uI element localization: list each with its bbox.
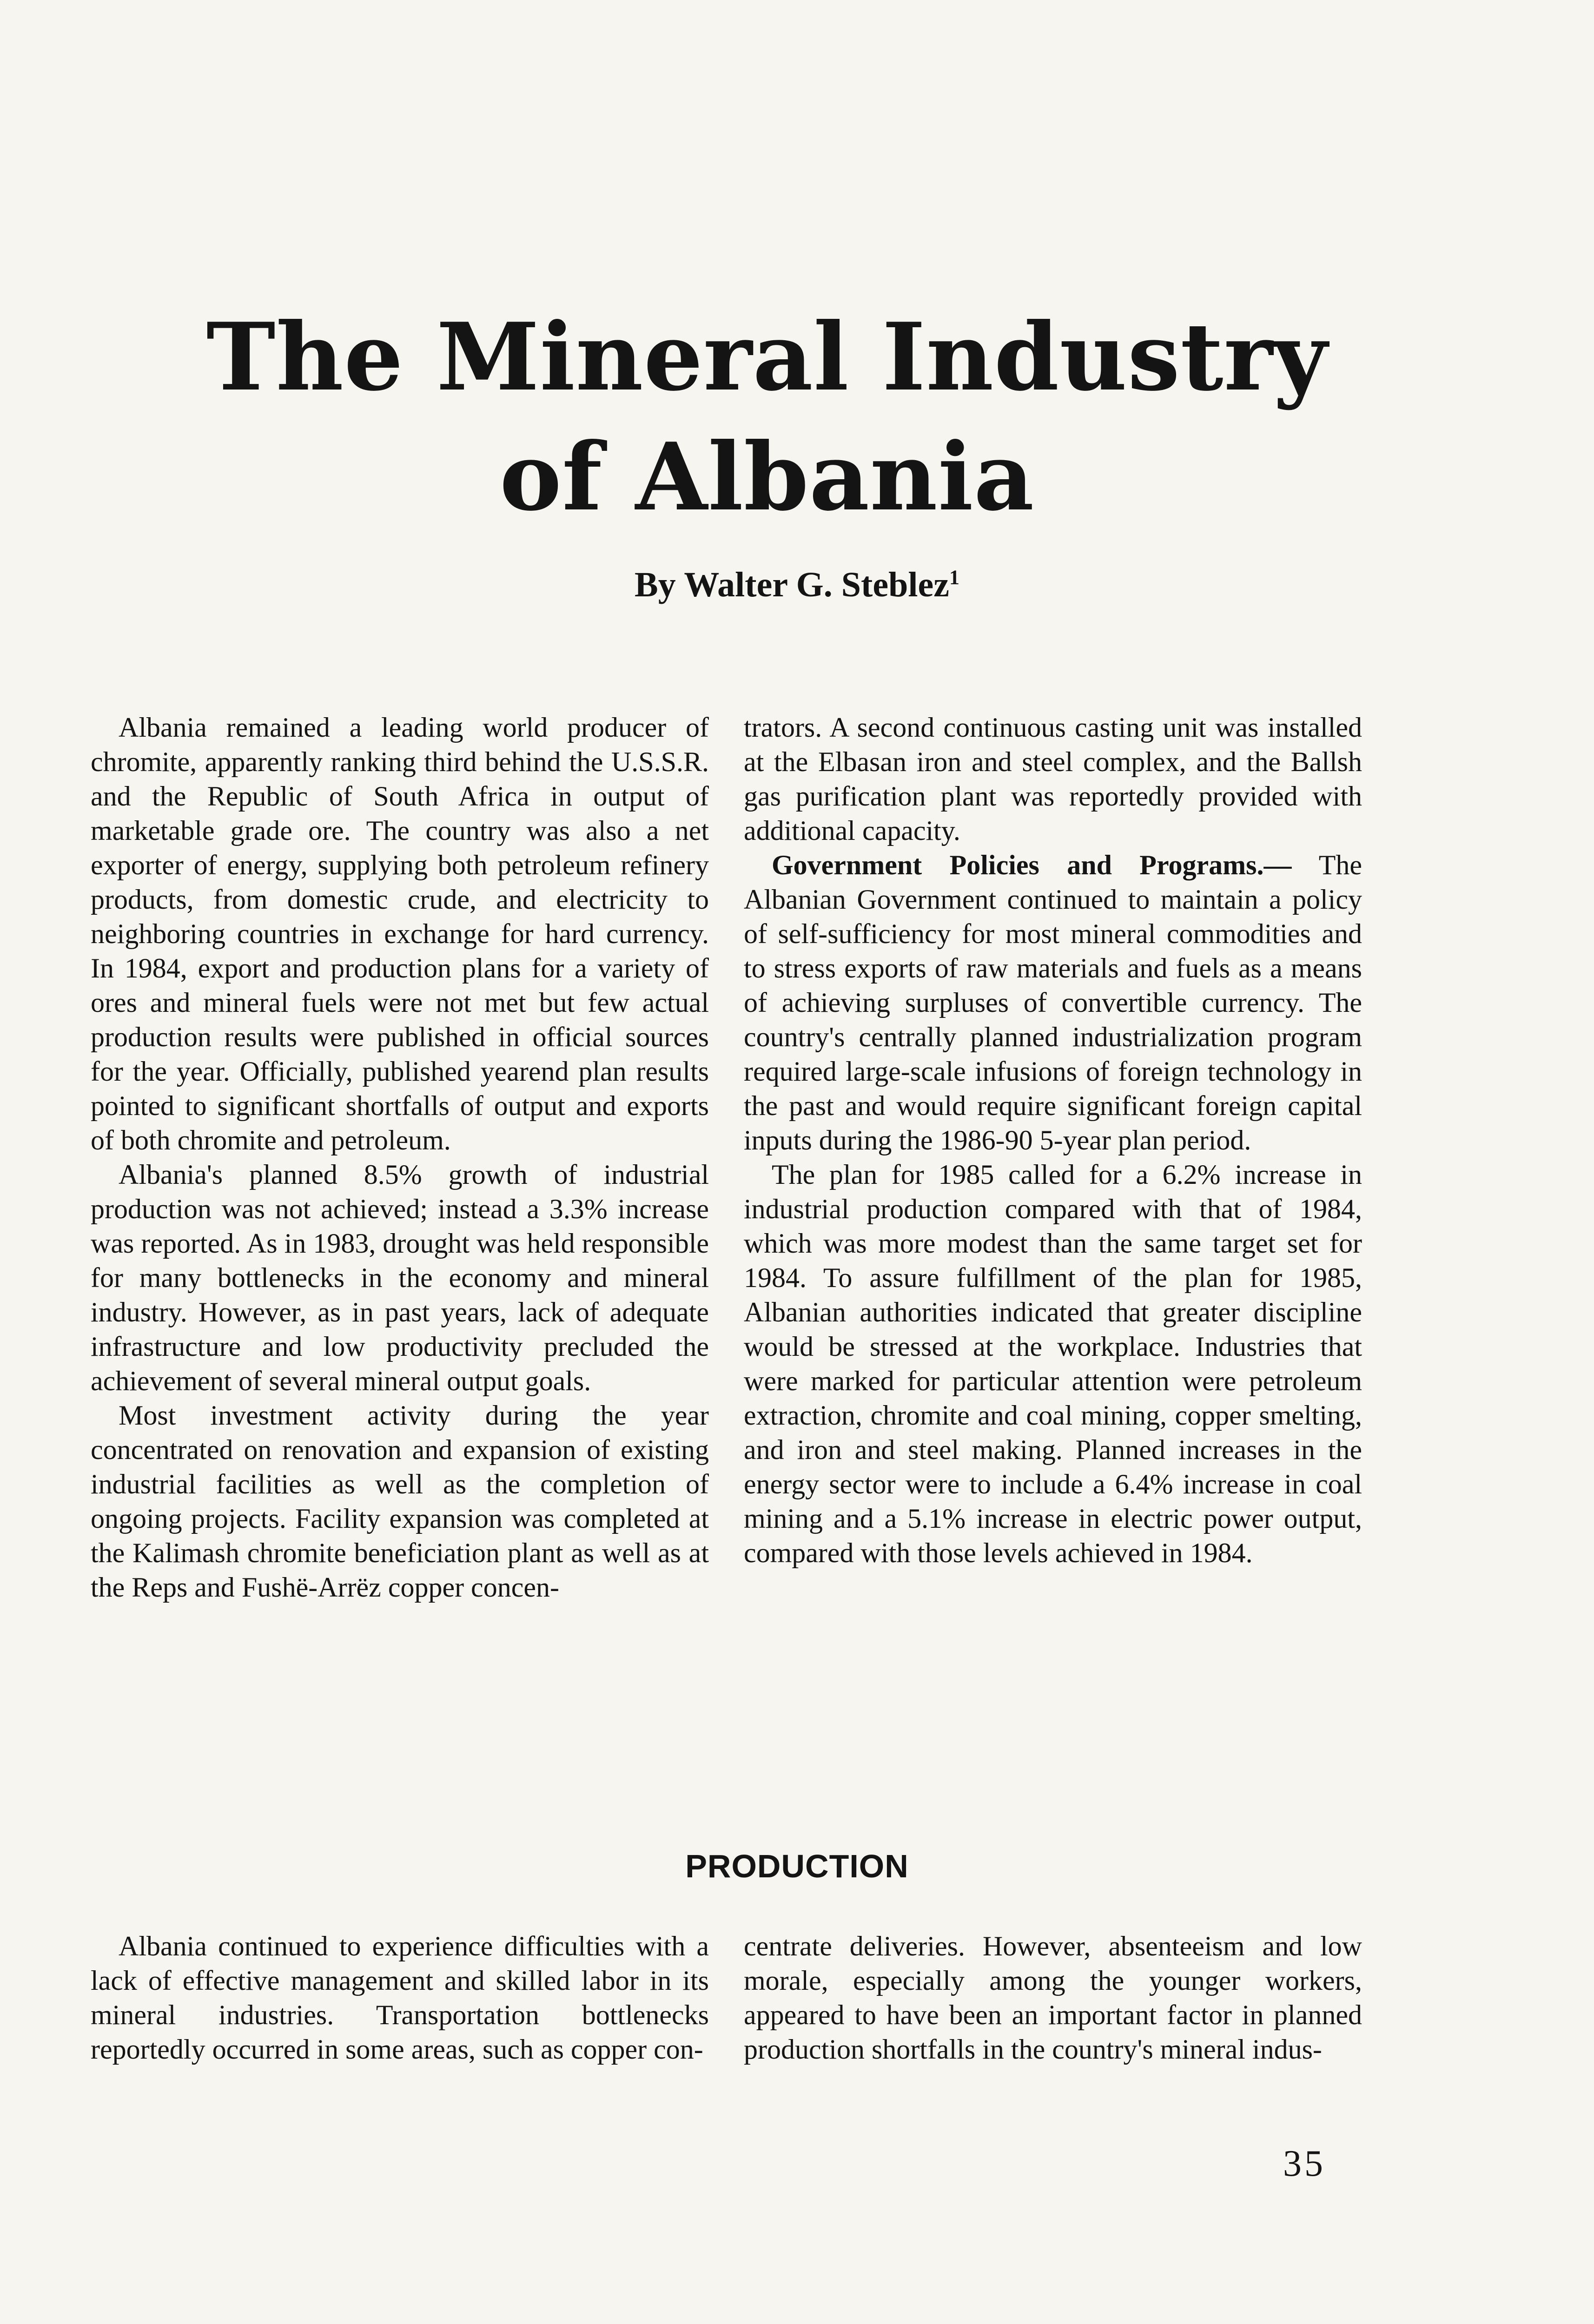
paragraph: Albania remained a leading world producer of chromite, apparently ranking third behind the U.S.S.R. and the Republic of South Africa in output of marketable grade ore. The country was also a net exporter of energy, supplying both petroleum refinery products, from domestic crude, and electricity to neighboring countries in exchange for hard currency. In 1984, export and production plans for a variety of ores and mineral fuels were not met but few actual production results were published in official sources for the year. Officially, published yearend plan results pointed to significant shortfalls of output and exports of both chromite and petroleum.: [91, 712, 709, 1155]
subsection-text: The Albanian Government continued to maintain a policy of self-sufficiency for most mineral commodities and to stress exports of raw materials and fuels as a means of achieving surpluses of convertible currency. The country's centrally planned industrialization program required large-scale infusions of foreign technology in the past and would require significant foreign capital inputs during the 1986-90 5-year plan period.: [744, 850, 1362, 1155]
subsection-heading: Government Policies and Programs.—: [772, 850, 1292, 880]
paragraph: Albania continued to experience difficulties with a lack of effective management and skilled labor in its mineral industries. Transportation bottlenecks reportedly occurred in some areas, such as copper con-: [91, 1931, 709, 2065]
subsection: [744, 848, 1362, 1157]
column-left-bottom: [91, 1929, 709, 2067]
paragraph-continuation: centrate deliveries. However, absenteeism and low morale, especially among the younger workers, appeared to have been an important factor in planned production shortfalls in the country's mineral indus-: [744, 1931, 1362, 2065]
article-title: The Mineral Industry of Albania: [206, 303, 1328, 532]
column-left-top: [91, 710, 709, 1604]
column-right-bottom: [744, 1929, 1362, 2067]
author-name: By Walter G. Steblez: [635, 565, 949, 604]
paragraph: Albania's planned 8.5% growth of industrial production was not achieved; instead a 3.3% increase was reported. As in 1983, drought was held responsible for many bottlenecks in the economy and mineral industry. However, as in past years, lack of adequate infrastructure and low productivity precluded the achievement of several mineral output goals.: [91, 1159, 709, 1396]
footnote-marker: 1: [949, 566, 959, 589]
paragraph: The plan for 1985 called for a 6.2% increase in industrial production compared with that of 1984, which was more modest than the same target set for 1984. To assure fulfillment of the plan for 1985, Albanian authorities indicated that greater discipline would be stressed at the workplace. Industries that were marked for particular attention were petroleum extraction, chromite and coal mining, copper smelting, and iron and steel making. Planned increases in the energy sector were to include a 6.4% increase in coal mining and a 5.1% increase in electric power output, compared with those levels achieved in 1984.: [744, 1159, 1362, 1568]
paragraph: Most investment activity during the year concentrated on renovation and expansion of existing industrial facilities as well as the completion of ongoing projects. Facility expansion was completed at the Kalimash chromite beneficiation plant as well as at the Reps and Fushë-Arrëz copper concen-: [91, 1400, 709, 1603]
section-heading-production: PRODUCTION: [685, 1848, 909, 1884]
byline: [0, 565, 1594, 605]
paragraph-continuation: trators. A second continuous casting unit was installed at the Elbasan iron and steel complex, and the Ballsh gas purification plant was reportedly provided with additional capacity.: [744, 712, 1362, 846]
column-right-top: [744, 710, 1362, 1570]
page-number: 35: [1283, 2143, 1326, 2184]
